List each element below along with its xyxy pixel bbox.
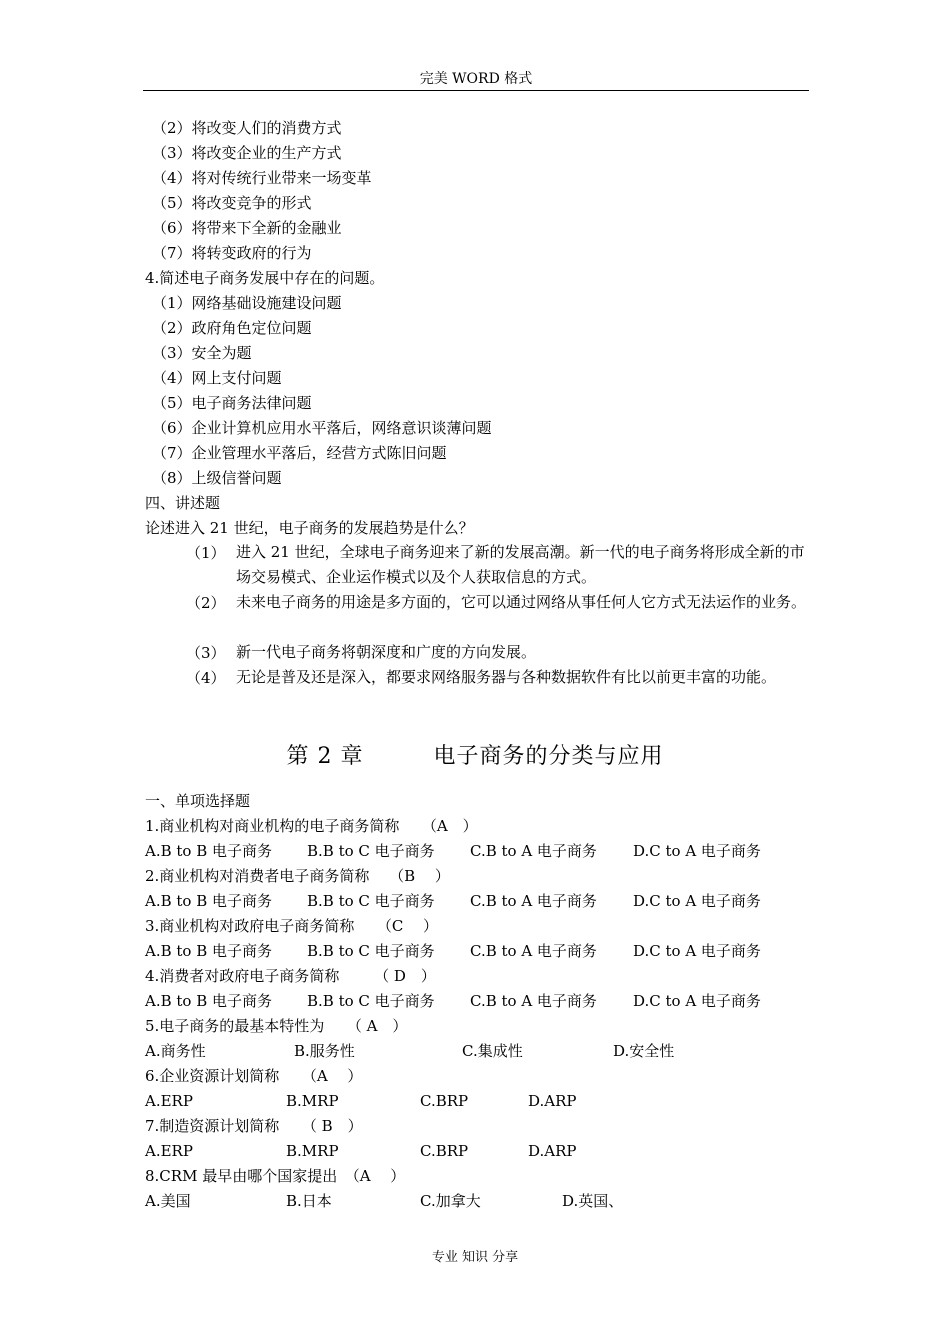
mc-question: 1.商业机构对商业机构的电子商务简称 （A ） xyxy=(145,817,478,835)
mc-question: 3.商业机构对政府电子商务简称 （C ） xyxy=(145,917,439,935)
mc-question: 4.消费者对政府电子商务简称 （ D ） xyxy=(145,967,436,985)
mc-option: C.B to A 电子商务 xyxy=(470,942,597,960)
point-number: （3） xyxy=(186,644,226,662)
mc-question: 2.商业机构对消费者电子商务简称 （B ） xyxy=(145,867,450,885)
mc-option: A.B to B 电子商务 xyxy=(145,892,273,910)
mc-option: A.B to B 电子商务 xyxy=(145,842,273,860)
list-item: （6）将带来下全新的金融业 xyxy=(152,219,342,237)
mc-option: C.加拿大 xyxy=(420,1192,481,1210)
list-item: （6）企业计算机应用水平落后，网络意识谈薄问题 xyxy=(152,419,492,437)
mc-option: C.B to A 电子商务 xyxy=(470,892,597,910)
mc-option: B.B to C 电子商务 xyxy=(307,842,435,860)
mc-option: A.B to B 电子商务 xyxy=(145,992,273,1010)
list-item: （2）将改变人们的消费方式 xyxy=(152,119,342,137)
mc-option: C.B to A 电子商务 xyxy=(470,842,597,860)
point-number: （4） xyxy=(186,669,226,687)
mc-question: 5.电子商务的最基本特性为 （ A ） xyxy=(145,1017,408,1035)
list-item: （1）网络基础设施建设问题 xyxy=(152,294,342,312)
mc-option: D.ARP xyxy=(528,1092,577,1110)
mc-option: B.MRP xyxy=(286,1142,339,1160)
mc-option: B.B to C 电子商务 xyxy=(307,992,435,1010)
mc-option: C.BRP xyxy=(420,1142,469,1160)
page-footer: 专业 知识 分享 xyxy=(431,1250,519,1265)
list-item: （8）上级信誉问题 xyxy=(152,469,282,487)
chapter-heading xyxy=(0,742,950,772)
list-item: （7）企业管理水平落后，经营方式陈旧问题 xyxy=(152,444,447,462)
mc-option: D.C to A 电子商务 xyxy=(633,942,761,960)
mc-option: D.英国、 xyxy=(562,1192,624,1210)
mc-option: A.商务性 xyxy=(145,1042,206,1060)
mc-question: 7.制造资源计划简称 （ B ） xyxy=(145,1117,363,1135)
section-heading: 四、讲述题 xyxy=(145,494,221,512)
list-item: （3）安全为题 xyxy=(152,344,252,362)
list-item: （5）将改变竞争的形式 xyxy=(152,194,312,212)
section-heading: 一、单项选择题 xyxy=(145,792,251,810)
mc-option: A.B to B 电子商务 xyxy=(145,942,273,960)
mc-option: D.C to A 电子商务 xyxy=(633,842,761,860)
essay-question: 论述进入 21 世纪，电子商务的发展趋势是什么？ xyxy=(145,519,474,537)
mc-option: D.安全性 xyxy=(613,1042,675,1060)
mc-question: 6.企业资源计划简称 （A ） xyxy=(145,1067,363,1085)
chapter-number: 第 2 章 xyxy=(286,744,364,769)
mc-option: B.B to C 电子商务 xyxy=(307,892,435,910)
mc-option: A.ERP xyxy=(145,1092,193,1110)
list-item: （4）网上支付问题 xyxy=(152,369,282,387)
list-item: （7）将转变政府的行为 xyxy=(152,244,312,262)
mc-option: A.ERP xyxy=(145,1142,193,1160)
point-text: 进入 21 世纪，全球电子商务迎来了新的发展高潮。新一代的电子商务将形成全新的市场交易模式、企业运作模式以及个人获取信息的方式。 xyxy=(236,543,805,586)
mc-option: A.美国 xyxy=(145,1192,191,1210)
mc-option: D.C to A 电子商务 xyxy=(633,892,761,910)
mc-option: B.服务性 xyxy=(294,1042,355,1060)
page-header: 完美 WORD 格式 xyxy=(143,70,809,91)
mc-option: B.B to C 电子商务 xyxy=(307,942,435,960)
mc-question: 8.CRM 最早由哪个国家提出 （A ） xyxy=(145,1167,406,1185)
point-text: 新一代电子商务将朝深度和广度的方向发展。 xyxy=(236,643,537,661)
point-number: （1） xyxy=(186,544,226,562)
chapter-title: 电子商务的分类与应用 xyxy=(433,744,664,769)
mc-option: C.BRP xyxy=(420,1092,469,1110)
mc-option: B.日本 xyxy=(286,1192,332,1210)
mc-option: C.集成性 xyxy=(462,1042,523,1060)
mc-option: B.MRP xyxy=(286,1092,339,1110)
list-item: （4）将对传统行业带来一场变革 xyxy=(152,169,372,187)
point-text: 未来电子商务的用途是多方面的，它可以通过网络从事任何人它方式无法运作的业务。 xyxy=(236,593,807,611)
list-item: （2）政府角色定位问题 xyxy=(152,319,312,337)
list-item: （3）将改变企业的生产方式 xyxy=(152,144,342,162)
mc-option: D.C to A 电子商务 xyxy=(633,992,761,1010)
mc-option: C.B to A 电子商务 xyxy=(470,992,597,1010)
point-number: （2） xyxy=(186,594,226,612)
question-title: 4.简述电子商务发展中存在的问题。 xyxy=(145,269,385,287)
mc-option: D.ARP xyxy=(528,1142,577,1160)
list-item: （5）电子商务法律问题 xyxy=(152,394,312,412)
point-text: 无论是普及还是深入，都要求网络服务器与各种数据软件有比以前更丰富的功能。 xyxy=(236,668,777,686)
